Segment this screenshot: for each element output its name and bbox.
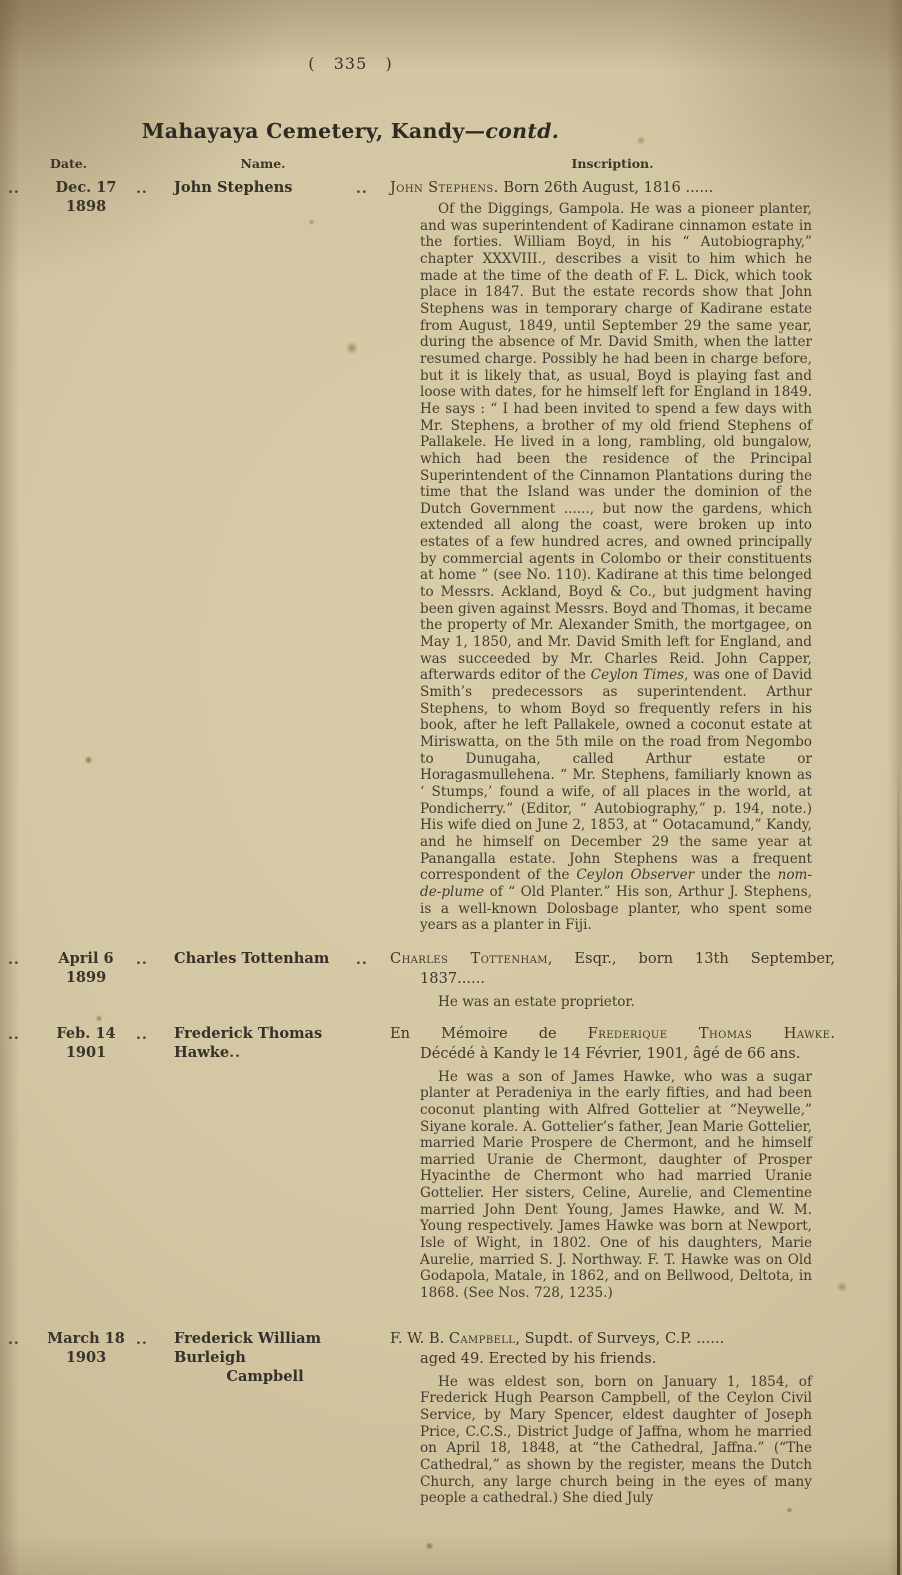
entry-inscription (390, 1024, 835, 1302)
inscription-lead-line: 1837...... (420, 969, 485, 987)
leader-dots (356, 1329, 390, 1332)
leader-dots: .. (229, 1044, 241, 1061)
entry-date (36, 1329, 136, 1367)
entry-date (36, 949, 136, 987)
entry-date-line2: 1901 (65, 1043, 107, 1061)
leader-dots: .. (356, 181, 368, 197)
register-entry (6, 949, 835, 1011)
inscription-lead-line: aged 49. Erected by his friends. (420, 1349, 657, 1367)
leader-dots: .. (8, 1331, 20, 1348)
entry-date-line2: 1898 (65, 198, 107, 215)
entry-name-line2: Campbell (226, 1367, 304, 1385)
entry-date-line1: Dec. 17 (55, 179, 117, 196)
leader-dots: .. (8, 951, 20, 968)
inscription-lead-line: F. W. B. Campbell, Supdt. of Surveys, C.P. ...... (390, 1329, 725, 1347)
register-entry (6, 1329, 835, 1507)
inscription-lead-line: John Stephens. Born 26th August, 1816 ...... (390, 179, 714, 196)
page-title-main: Mahayaya Cemetery, Kandy— (141, 119, 486, 143)
paper-stain (786, 1507, 793, 1513)
entry-name: John Stephens (174, 179, 293, 196)
entry-name-line1: Frederick William Burleigh (174, 1329, 322, 1366)
entry-date-line1: March 18 (47, 1329, 125, 1347)
inscription-paragraph: He was a son of James Hawke, who was a sugar planter at Peradeniya in the early fifties, and had been coconut planting with Alfred Gottelier at “Neywelle,” Siyane korale. A. Gottelier’s father, Jean Marie Gottelier, married Marie Prospere de Chermont, and he himself married Uranie de Chermont, daughter of Prosper Hyacinthe de Chermont who had married Uranie Gottelier. Her sisters, Celine, Aurelie, and Clementine married John Dent Young, James Hawke, and W. M. Young respectively. James Hawke was born at Newport, Isle of Wight, in 1802. One of his daughters, Marie Aurelie, married S. J. Northway. F. T. Hawke was on Old Godapola, Matale, in 1862, and on Bellwood, Deltota, in 1868. (See Nos. 728, 1235.) (420, 1068, 812, 1302)
entry-date-line1: April 6 (58, 949, 114, 967)
page-title (6, 119, 695, 143)
entry-date-line2: 1903 (65, 1348, 107, 1366)
entry-name: Charles Tottenham (174, 949, 330, 967)
entry-name: Frederick Thomas Hawke.. (174, 1024, 323, 1061)
column-header-inscription: Inscription. (571, 156, 654, 171)
leader-dots: .. (356, 951, 368, 968)
column-header-name: Name. (240, 156, 286, 171)
entry-date (36, 178, 136, 216)
leader-dots: .. (8, 181, 20, 197)
column-header-date: Date. (50, 156, 88, 171)
page-title-contd: contd. (485, 119, 560, 143)
entry-date-line2: 1899 (65, 968, 107, 986)
entry-inscription (390, 949, 835, 1011)
leader-dots: .. (136, 951, 148, 968)
register-entry (6, 178, 835, 934)
entry-date-line1: Feb. 14 (56, 1024, 116, 1042)
leader-dots: .. (136, 181, 148, 197)
entry-inscription (390, 178, 835, 934)
entry-name (170, 1329, 356, 1386)
inscription-paragraph: He was an estate proprietor. (438, 993, 635, 1010)
inscription-lead-line: Décédé à Kandy le 14 Février, 1901, âgé de 66 ans. (420, 1044, 801, 1062)
column-headers (6, 156, 835, 171)
leader-dots: .. (136, 1026, 148, 1043)
leader-dots: .. (8, 1026, 20, 1043)
entry-date (36, 1024, 136, 1062)
inscription-paragraph: He was eldest son, born on January 1, 1854, of Frederick Hugh Pearson Campbell, of the Ceylon Civil Service, by Mary Spencer, eldest daughter of Joseph Price, C.C.S., District Judge of Jaffna, whom he married on April 18, 1848, at “the Cathedral, Jaffna.” (“The Cathedral,” as shown by the register, means the Dutch Church, any large church being in the eyes of many people a cathedral.) She died July (420, 1373, 812, 1507)
entry-inscription (390, 1329, 835, 1507)
page-number: ( 335 ) (308, 54, 393, 73)
inscription-paragraph: Of the Diggings, Gampola. He was a pioneer planter, and was superintendent of Kadirane cinnamon estate in the forties. William Boyd, in his “ Autobiography,” chapter XXXVIII., describes a visit to him which he made at the time of the death of F. L. Dick, which took place in 1847. But the estate records show that John Stephens was in temporary charge of Kadirane estate from August, 1849, until September 29 the same year, during the absence of Mr. David Smith, when the latter resumed charge. Possibly he had been in charge before, but it is likely that, as usual, Boyd is playing fast and loose with dates, for he himself left for England in 1849. He says : “ I had been invited to spend a few days with Mr. Stephens, a brother of my old friend Stephens of Pallakele. He lived in a long, rambling, old bungalow, which had been the residence of the Principal Superintendent of the Cinnamon Plantations during the time that the Island was under the dominion of the Dutch Government ......, but now the gardens, which extended all along the coast, were broken up into estates of a few hundred acres, and owned principally by commercial agents in Colombo or their constituents at home ” (see No. 110). Kadirane at this time belonged to Messrs. Ackland, Boyd & Co., but judgment having been given against Messrs. Boyd and Thomas, it became the property of Mr. Alexander Smith, the mortgagee, on May 1, 1850, and Mr. David Smith left for England, and was succeeded by Mr. Charles Reid. John Capper, afterwards editor of the Ceylon Times, was one of David Smith’s predecessors as superintendent. Arthur Stephens, to whom Boyd so frequently refers in his book, after he left Pallakele, owned a coconut estate at Miriswatta, on the 5th mile on the road from Negombo to Dunugaha, called Arthur estate or Horagasmullehena. “ Mr. Stephens, familiarly known as ‘ Stumps,’ found a wife, of all places in the world, at Pondicherry.” (Editor, “ Autobiography,” p. 194, note.) His wife died on June 2, 1853, at “ Ootacamund,” Kandy, and he himself on December 29 the same year at Panangalla estate. John Stephens was a frequent correspondent of the Ceylon Observer under the nom-de-plume of “ Old Planter.” His son, Arthur J. Stephens, is a well-known Dolosbage planter, who spent some years as a planter in Fiji. (420, 201, 812, 934)
inscription-lead-line: En Mémoire de Frederique Thomas Hawke. (390, 1024, 835, 1042)
leader-dots: .. (136, 1331, 148, 1348)
inscription-lead-line: Charles Tottenham, Esqr., born 13th September, (390, 949, 835, 967)
register-entry (6, 1024, 835, 1302)
paper-stain (425, 1542, 434, 1550)
